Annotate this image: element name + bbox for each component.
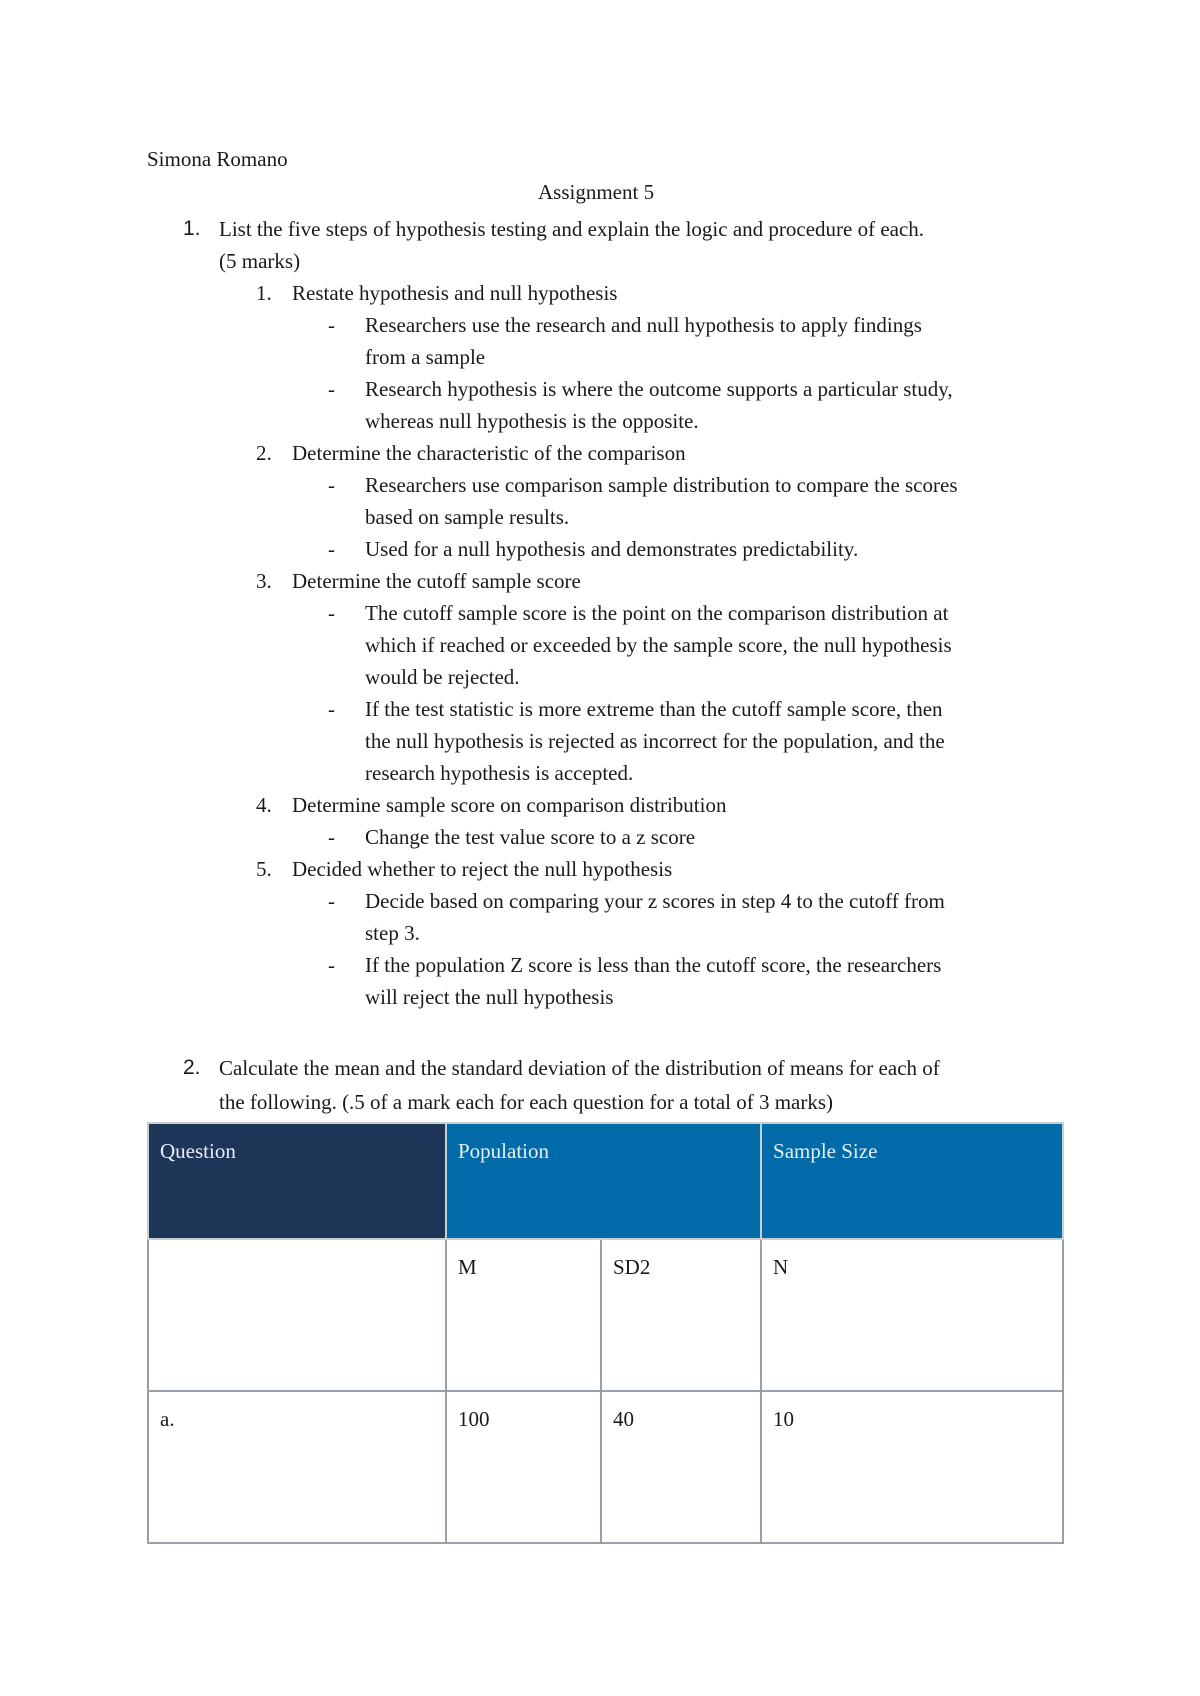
- bullet-text: Change the test value score to a z score: [365, 825, 696, 849]
- author-name: Simona Romano: [147, 147, 288, 171]
- question-1-text: (5 marks): [219, 249, 301, 273]
- subheader-question: [148, 1239, 446, 1391]
- question-2-number: 2.: [183, 1056, 201, 1079]
- table-subheader-row: [148, 1239, 1063, 1391]
- cell-sd2: 40: [601, 1391, 761, 1543]
- step-heading: Decided whether to reject the null hypothesis: [292, 857, 673, 881]
- bullet-text: If the test statistic is more extreme than the cutoff sample score, then: [365, 697, 943, 721]
- bullet-text: Research hypothesis is where the outcome supports a particular study,: [365, 377, 953, 401]
- question-1-number: 1.: [183, 217, 201, 240]
- bullet-text: Decide based on comparing your z scores in step 4 to the cutoff from: [365, 889, 945, 913]
- bullet-text: Researchers use comparison sample distribution to compare the scores: [365, 473, 958, 497]
- data-table: [147, 1122, 1064, 1544]
- table-header-row: [148, 1123, 1063, 1239]
- bullet-text: the null hypothesis is rejected as incorrect for the population, and the: [365, 729, 945, 753]
- cell-m: 100: [446, 1391, 601, 1543]
- bullet-text: will reject the null hypothesis: [365, 985, 614, 1009]
- question-1-text: List the five steps of hypothesis testing and explain the logic and procedure of each.: [219, 217, 925, 241]
- subheader-n: N: [761, 1239, 1063, 1391]
- bullet-dash: -: [328, 537, 335, 561]
- step-number: 5.: [256, 857, 272, 881]
- question-2-text: Calculate the mean and the standard deviation of the distribution of means for each of: [219, 1056, 940, 1080]
- bullet-dash: -: [328, 953, 335, 977]
- step-heading: Determine sample score on comparison distribution: [292, 793, 727, 817]
- bullet-dash: -: [328, 697, 335, 721]
- cell-n: 10: [761, 1391, 1063, 1543]
- assignment-title: Assignment 5: [538, 180, 655, 204]
- bullet-text: whereas null hypothesis is the opposite.: [365, 409, 699, 433]
- bullet-dash: -: [328, 473, 335, 497]
- bullet-text: The cutoff sample score is the point on the comparison distribution at: [365, 601, 949, 625]
- step-number: 3.: [256, 569, 272, 593]
- header-population: Population: [446, 1123, 761, 1239]
- subheader-m: M: [446, 1239, 601, 1391]
- step-number: 1.: [256, 281, 272, 305]
- bullet-dash: -: [328, 889, 335, 913]
- bullet-dash: -: [328, 313, 335, 337]
- question-2-text: the following. (.5 of a mark each for each question for a total of 3 marks): [219, 1090, 834, 1114]
- bullet-dash: -: [328, 601, 335, 625]
- header-question: Question: [148, 1123, 446, 1239]
- bullet-text: would be rejected.: [365, 665, 520, 689]
- step-heading: Restate hypothesis and null hypothesis: [292, 281, 618, 305]
- bullet-text: based on sample results.: [365, 505, 570, 529]
- bullet-text: research hypothesis is accepted.: [365, 761, 634, 785]
- bullet-dash: -: [328, 825, 335, 849]
- step-number: 4.: [256, 793, 272, 817]
- bullet-text: step 3.: [365, 921, 420, 945]
- bullet-dash: -: [328, 377, 335, 401]
- table-row: [148, 1391, 1063, 1543]
- bullet-text: from a sample: [365, 345, 486, 369]
- bullet-text: Used for a null hypothesis and demonstrates predictability.: [365, 537, 859, 561]
- bullet-text: which if reached or exceeded by the sample score, the null hypothesis: [365, 633, 952, 657]
- step-heading: Determine the cutoff sample score: [292, 569, 581, 593]
- cell-question: a.: [148, 1391, 446, 1543]
- bullet-text: If the population Z score is less than the cutoff score, the researchers: [365, 953, 942, 977]
- step-number: 2.: [256, 441, 272, 465]
- bullet-text: Researchers use the research and null hypothesis to apply findings: [365, 313, 922, 337]
- step-heading: Determine the characteristic of the comparison: [292, 441, 686, 465]
- header-sample-size: Sample Size: [761, 1123, 1063, 1239]
- subheader-sd2: SD2: [601, 1239, 761, 1391]
